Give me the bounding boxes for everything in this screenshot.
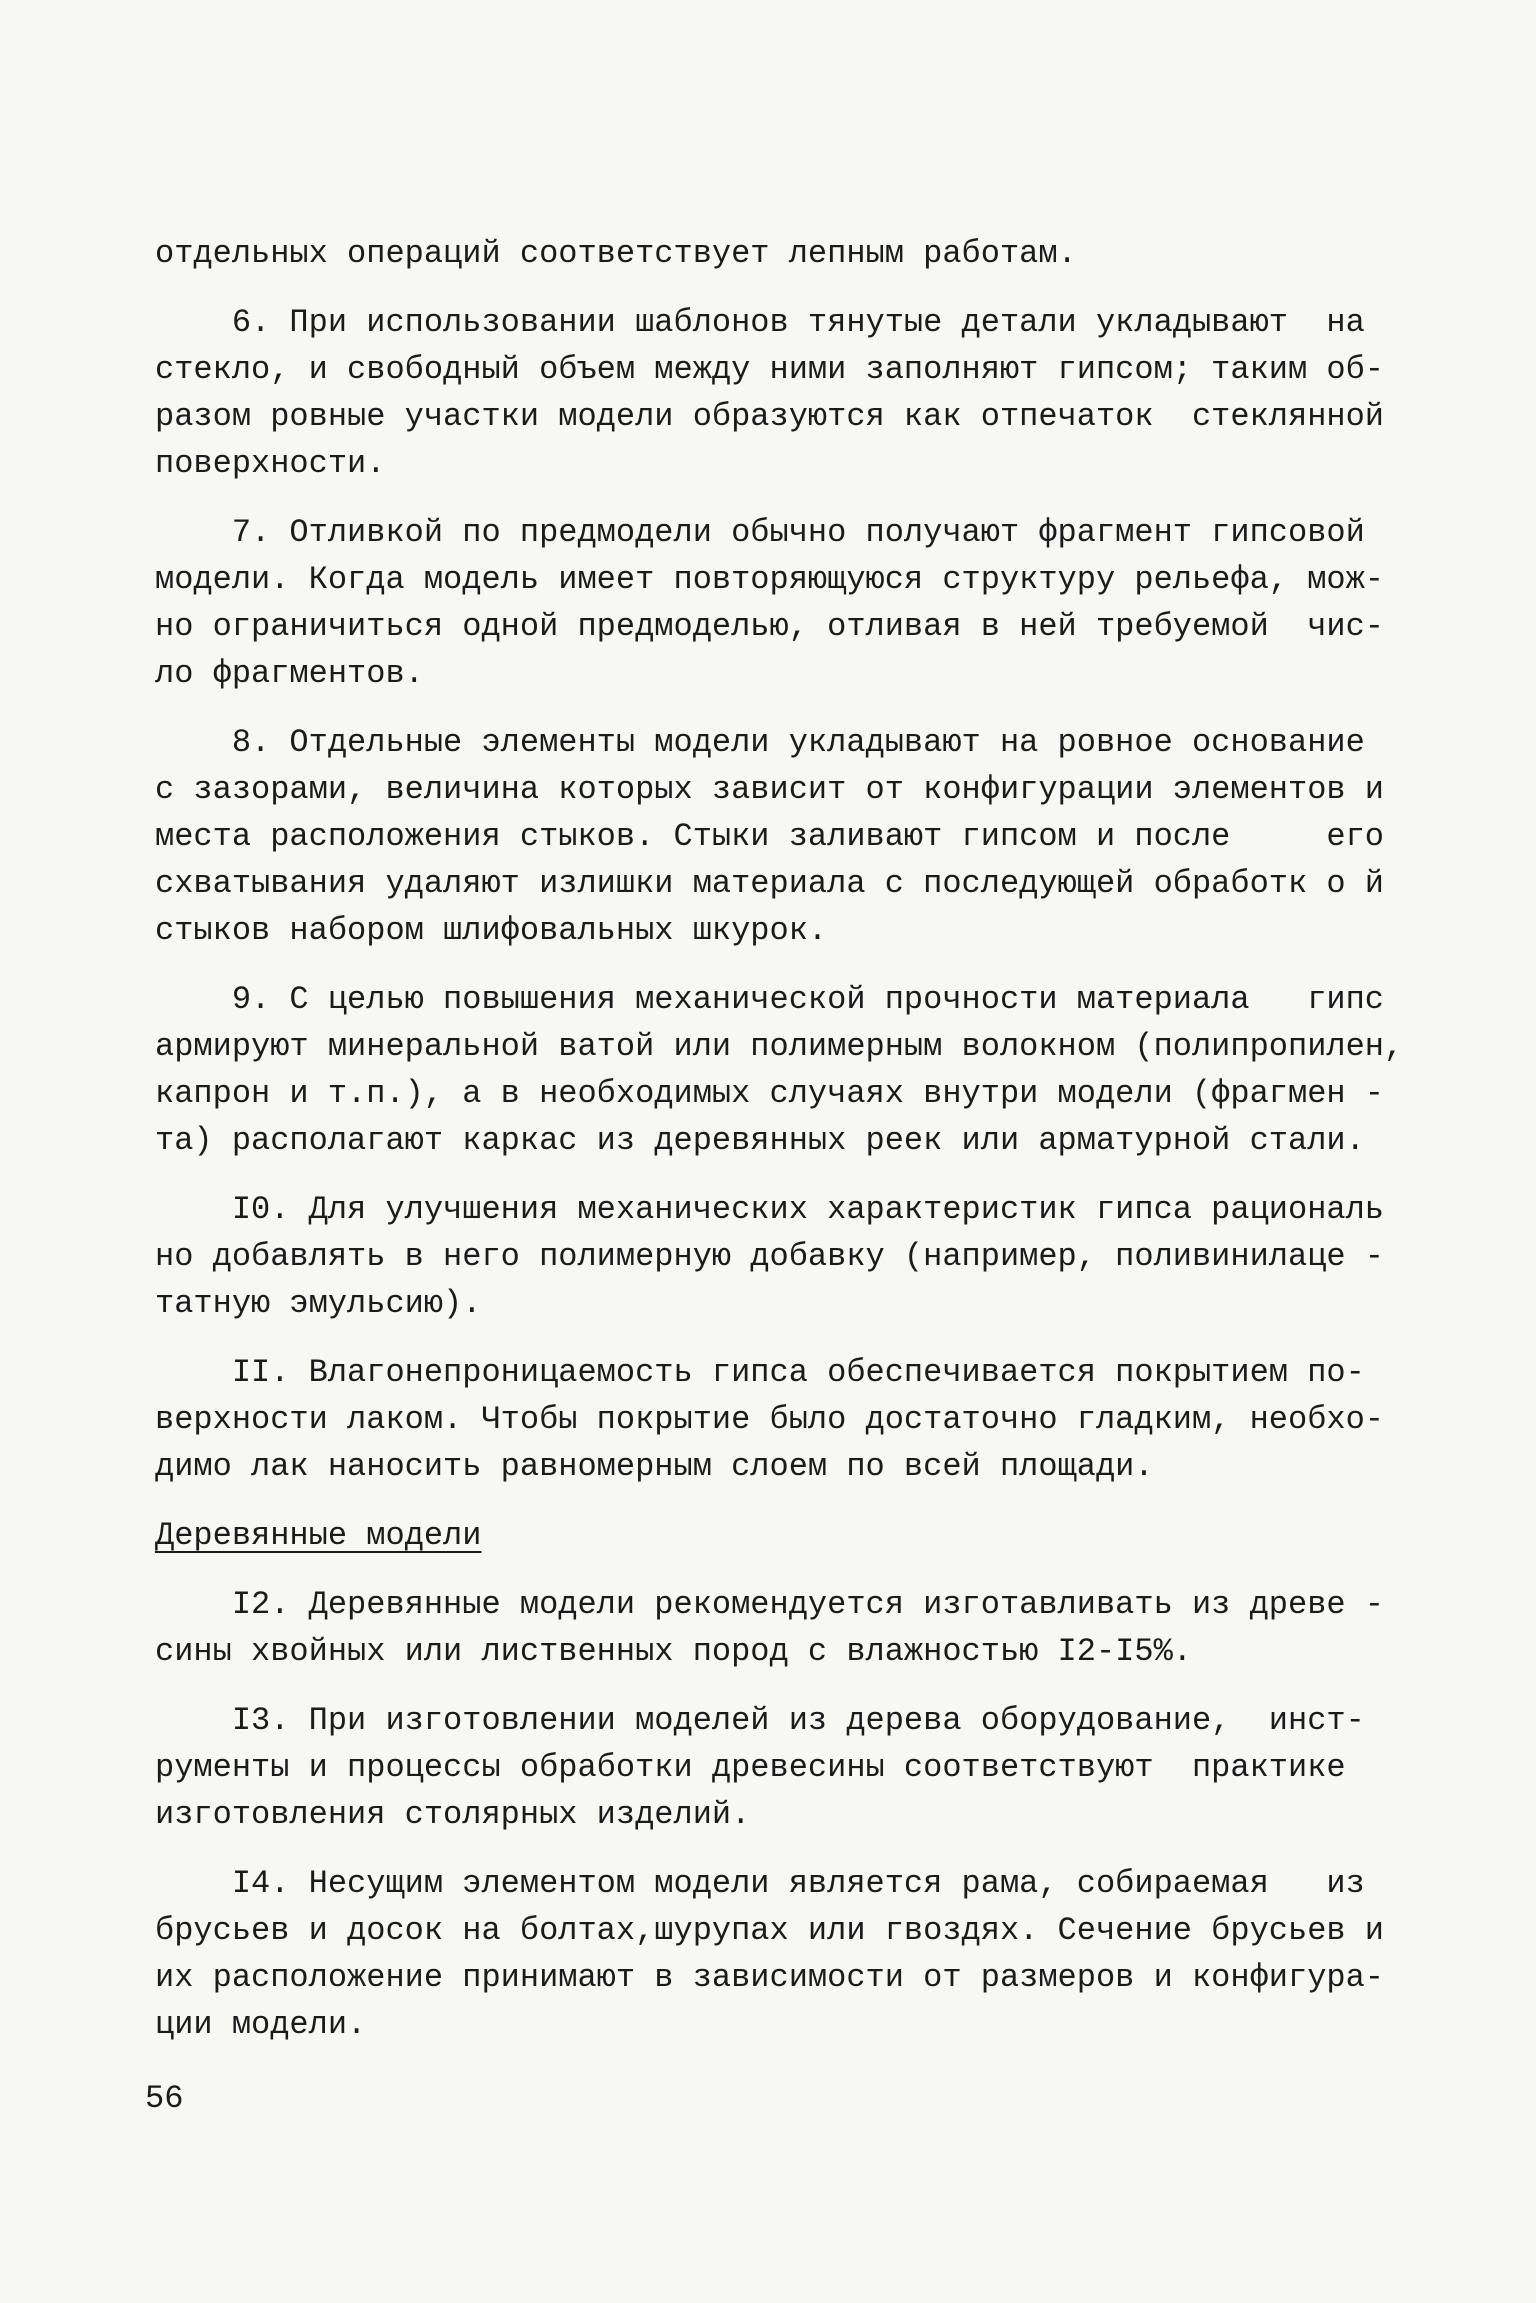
text-line: стыков набором шлифовальных шкурок.	[155, 912, 828, 949]
text-line: I3. При изготовлении моделей из дерева оборудование, инст-	[155, 1702, 1365, 1739]
text-line: сины хвойных или лиственных пород с влажностью I2-I5%.	[155, 1633, 1192, 1670]
text-line: армируют минеральной ватой или полимерным волокном (полипропилен,	[155, 1028, 1404, 1065]
text-line: ции модели.	[155, 2006, 367, 2043]
text-line: схватывания удаляют излишки материала с последующей обработк о й	[155, 865, 1384, 902]
text-line: рументы и процессы обработки древесины соответствуют практике	[155, 1749, 1346, 1786]
document-page	[155, 230, 1404, 2070]
paragraph-13	[155, 1697, 1385, 1838]
text-line: татную эмульсию).	[155, 1285, 482, 1322]
page-number: 56	[145, 2080, 184, 2117]
section-heading-wrapper	[155, 1512, 1385, 1581]
paragraph-9	[155, 976, 1404, 1164]
paragraph-8	[155, 719, 1385, 954]
paragraph-11	[155, 1349, 1385, 1490]
text-line: димо лак наносить равномерным слоем по всей площади.	[155, 1448, 1154, 1485]
text-line: но добавлять в него полимерную добавку (например, поливинилаце -	[155, 1238, 1384, 1275]
text-line: разом ровные участки модели образуются как отпечаток стеклянной	[155, 398, 1384, 435]
text-line: брусьев и досок на болтах,шурупах или гвоздях. Сечение брусьев и	[155, 1912, 1384, 1949]
paragraph-12	[155, 1581, 1385, 1675]
text-line: та) располагают каркас из деревянных реек или арматурной стали.	[155, 1122, 1365, 1159]
text-line: 7. Отливкой по предмодели обычно получают фрагмент гипсовой	[155, 514, 1365, 551]
text-line: стекло, и свободный объем между ними заполняют гипсом; таким об-	[155, 351, 1384, 388]
text-line: места расположения стыков. Стыки заливают гипсом и после его	[155, 818, 1384, 855]
paragraph-7	[155, 509, 1385, 697]
text-line: II. Влагонепроницаемость гипса обеспечивается покрытием по-	[155, 1354, 1365, 1391]
text-line: верхности лаком. Чтобы покрытие было достаточно гладким, необхо-	[155, 1401, 1384, 1438]
text-line: поверхности.	[155, 445, 386, 482]
paragraph-6	[155, 299, 1385, 487]
text-line: отдельных операций соответствует лепным работам.	[155, 235, 1077, 272]
text-line: капрон и т.п.), а в необходимых случаях внутри модели (фрагмен -	[155, 1075, 1384, 1112]
text-line: I4. Несущим элементом модели является рама, собираемая из	[155, 1865, 1365, 1902]
text-line: I0. Для улучшения механических характеристик гипса рациональ	[155, 1191, 1384, 1228]
text-line: 9. С целью повышения механической прочности материала гипс	[155, 981, 1384, 1018]
text-line: изготовления столярных изделий.	[155, 1796, 751, 1833]
text-line: I2. Деревянные модели рекомендуется изготавливать из древе -	[155, 1586, 1384, 1623]
paragraph-continuation	[155, 230, 1385, 277]
text-line: но ограничиться одной предмоделью, отливая в ней требуемой чис-	[155, 608, 1384, 645]
text-line: их расположение принимают в зависимости от размеров и конфигура-	[155, 1959, 1384, 1996]
paragraph-10	[155, 1186, 1385, 1327]
text-line: 8. Отдельные элементы модели укладывают на ровное основание	[155, 724, 1365, 761]
text-line: 6. При использовании шаблонов тянутые детали укладывают на	[155, 304, 1365, 341]
text-line: ло фрагментов.	[155, 655, 424, 692]
paragraph-14	[155, 1860, 1385, 2048]
section-heading: Деревянные модели	[155, 1517, 482, 1554]
text-line: модели. Когда модель имеет повторяющуюся структуру рельефа, мож-	[155, 561, 1384, 598]
text-line: с зазорами, величина которых зависит от конфигурации элементов и	[155, 771, 1384, 808]
